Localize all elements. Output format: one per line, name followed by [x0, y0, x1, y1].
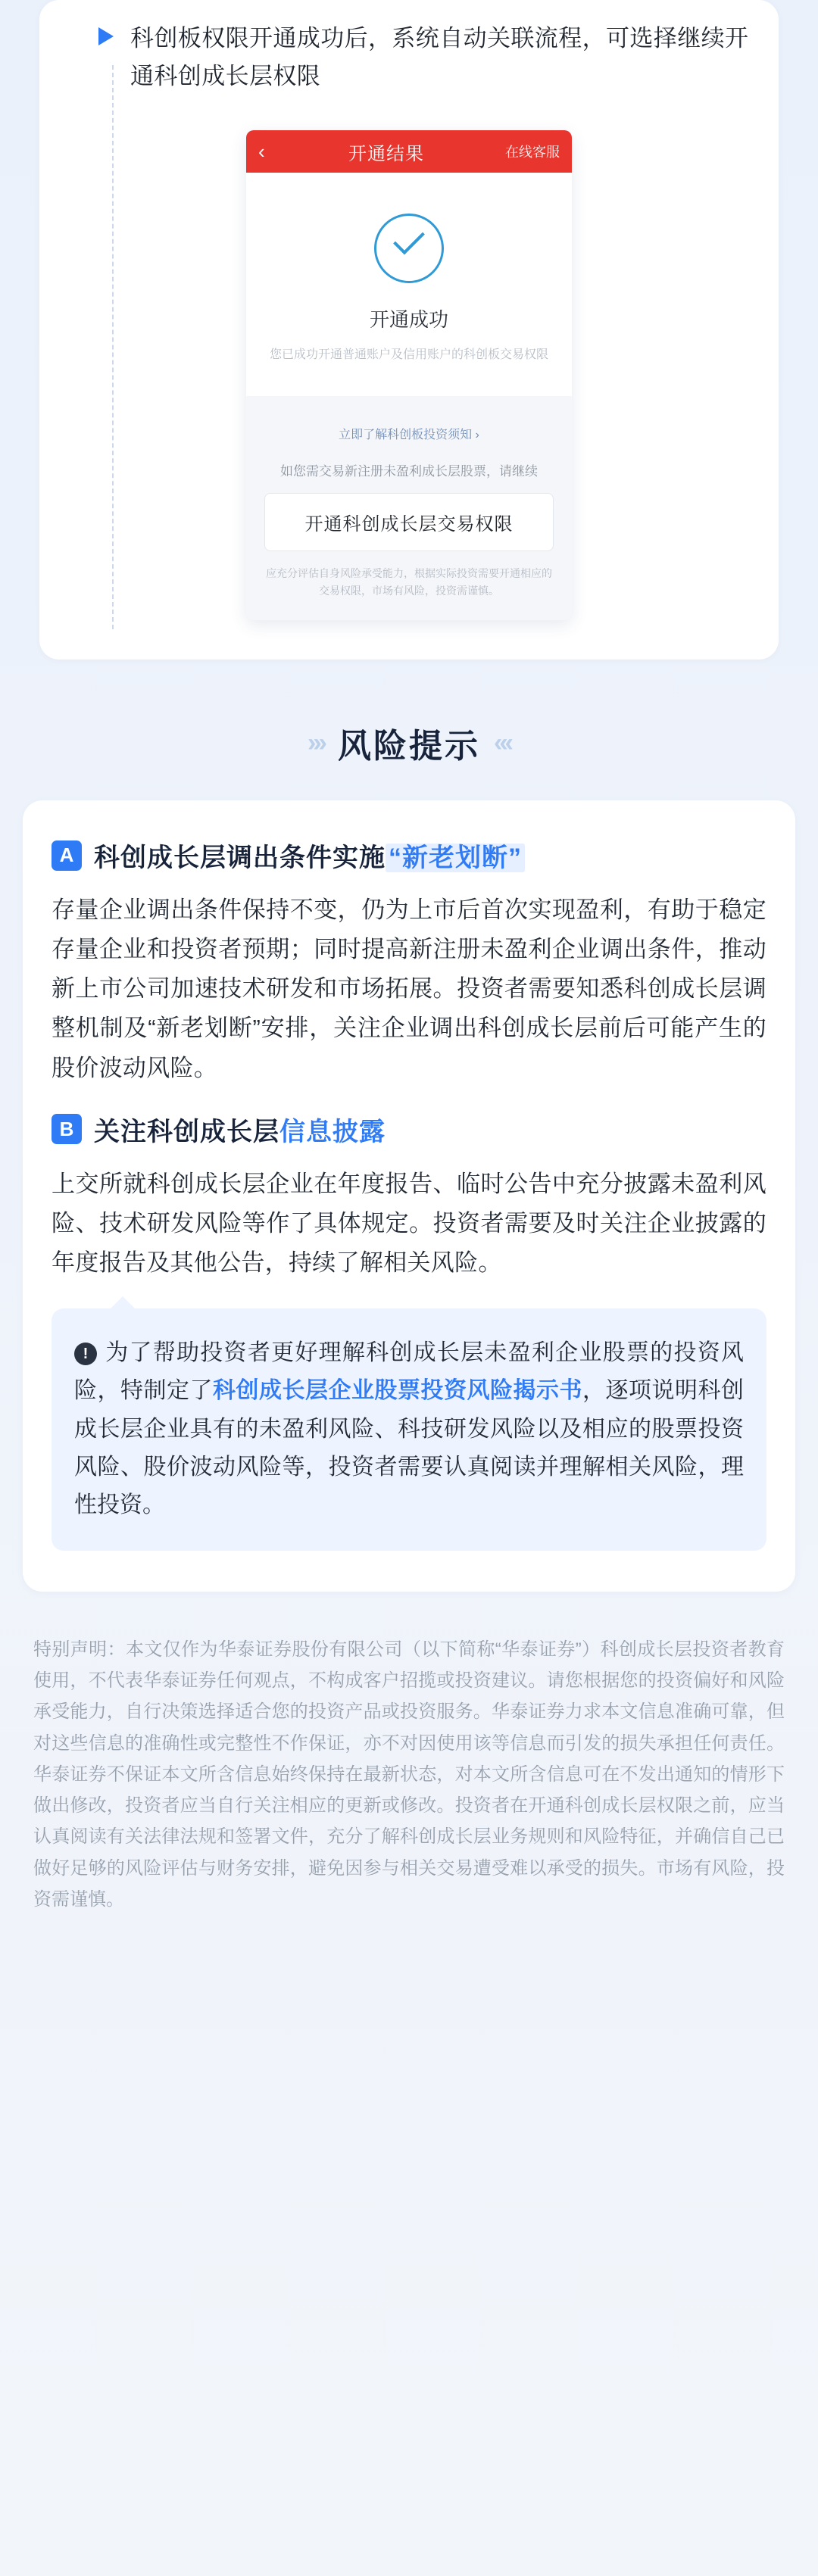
- section-body-b: 上交所就科创成长层企业在年度报告、临时公告中充分披露未盈利风险、技术研发风险等作了具体规定。投资者需要及时关注企业披露的年度报告及其他公告，持续了解相关风险。: [52, 1170, 766, 1276]
- open-growth-tier-button[interactable]: 开通科创成长层交易权限: [264, 493, 554, 551]
- section-title-b-highlight: 信息披露: [279, 1117, 386, 1146]
- phone-titlebar: [246, 130, 572, 173]
- info-callout-text: [74, 1334, 744, 1525]
- step-connector-line: [112, 65, 114, 629]
- callout-text-after: ，逐项说明科创成长层企业具有的未盈利风险、科技研发风险以及相应的股票投资风险、股价波动风险等，投资者需要认真阅读并理解相关风险，理性投资。: [74, 1378, 744, 1518]
- callout-emphasis[interactable]: 科创成长层企业股票投资风险揭示书: [213, 1378, 582, 1404]
- check-circle-icon: [374, 214, 444, 283]
- section-title-b-prefix: 关注科创成长层: [94, 1117, 279, 1146]
- step-card: [39, 0, 779, 660]
- online-service-link[interactable]: 在线客服: [505, 145, 560, 161]
- footer-disclaimer: 应充分评估自身风险承受能力，根据实际投资需要开通相应的交易权限，市场有风险，投资需谨慎。: [266, 566, 552, 597]
- callout-text-before: 为了帮助投资者更好理解科创成长层未盈利企业股票的投资风险，特制定了: [74, 1339, 744, 1404]
- section-badge-a: A: [52, 840, 82, 871]
- section-title-a-prefix: 科创成长层调出条件实施: [94, 844, 386, 873]
- phone-result-body: [246, 173, 572, 395]
- section-title-b-text: [94, 1111, 386, 1148]
- step-row: [65, 20, 753, 95]
- phone-title: 开通结果: [348, 143, 424, 164]
- investor-notice-link[interactable]: 立即了解科创板投资须知 ›: [339, 428, 479, 441]
- info-callout: [52, 1308, 766, 1551]
- phone-mockup: [246, 130, 572, 620]
- footer-tip: 如您需交易新注册未盈利成长层股票，请继续: [280, 463, 538, 479]
- info-icon: !: [74, 1343, 97, 1365]
- risk-heading: [0, 719, 818, 767]
- chevrons-left-icon: ›››: [308, 728, 324, 757]
- chevrons-right-icon: ‹‹‹: [494, 728, 510, 757]
- section-title-b: [52, 1111, 766, 1148]
- legal-disclaimer: 特别声明：本文仅作为华泰证券股份有限公司（以下简称“华泰证券”）科创成长层投资者教育使用，不代表华泰证券任何观点，不构成客户招揽或投资建议。请您根据您的投资偏好和风险承受能力，自行决策选择适合您的投资产品或投资服务。华泰证券力求本文信息准确可靠，但对这些信息的准确性或完整性不作保证，亦不对因使用该等信息而引发的损失承担任何责任。华泰证券不保证本文所含信息始终保持在最新状态，对本文所含信息可在不发出通知的情形下做出修改，投资者应当自行关注相应的更新或修改。投资者在开通科创成长层权限之前，应当认真阅读有关法律法规和签署文件，充分了解科创成长层业务规则和风险特征，并确信自己已做好足够的风险评估与财务安排，避免因参与相关交易遭受难以承受的损失。市场有风险，投资需谨慎。: [33, 1639, 785, 1910]
- triangle-right-icon: [98, 27, 114, 45]
- section-body-a: 存量企业调出条件保持不变，仍为上市后首次实现盈利，有助于稳定存量企业和投资者预期；同时提高新注册未盈利企业调出条件，推动新上市公司加速技术研发和市场拓展。投资者需要知悉科创成长层调整机制及“新老划断”安排，关注企业调出科创成长层前后可能产生的股价波动风险。: [52, 897, 766, 1081]
- success-title: 开通成功: [369, 308, 448, 332]
- section-title-a: [52, 837, 766, 874]
- back-arrow-icon[interactable]: ‹: [258, 140, 265, 164]
- step-text: 科创板权限开通成功后，系统自动关联流程，可选择继续开通科创成长层权限: [130, 25, 749, 90]
- phone-footer: [246, 408, 572, 621]
- section-title-a-highlight: “新老划断”: [386, 844, 525, 872]
- risk-heading-title: 风险提示: [338, 728, 480, 766]
- section-title-a-text: [94, 837, 525, 874]
- section-badge-b: B: [52, 1114, 82, 1144]
- risk-card: [23, 800, 795, 1592]
- success-subtitle: 您已成功开通普通账户及信用账户的科创板交易权限: [269, 348, 548, 362]
- phone-divider: [246, 396, 572, 408]
